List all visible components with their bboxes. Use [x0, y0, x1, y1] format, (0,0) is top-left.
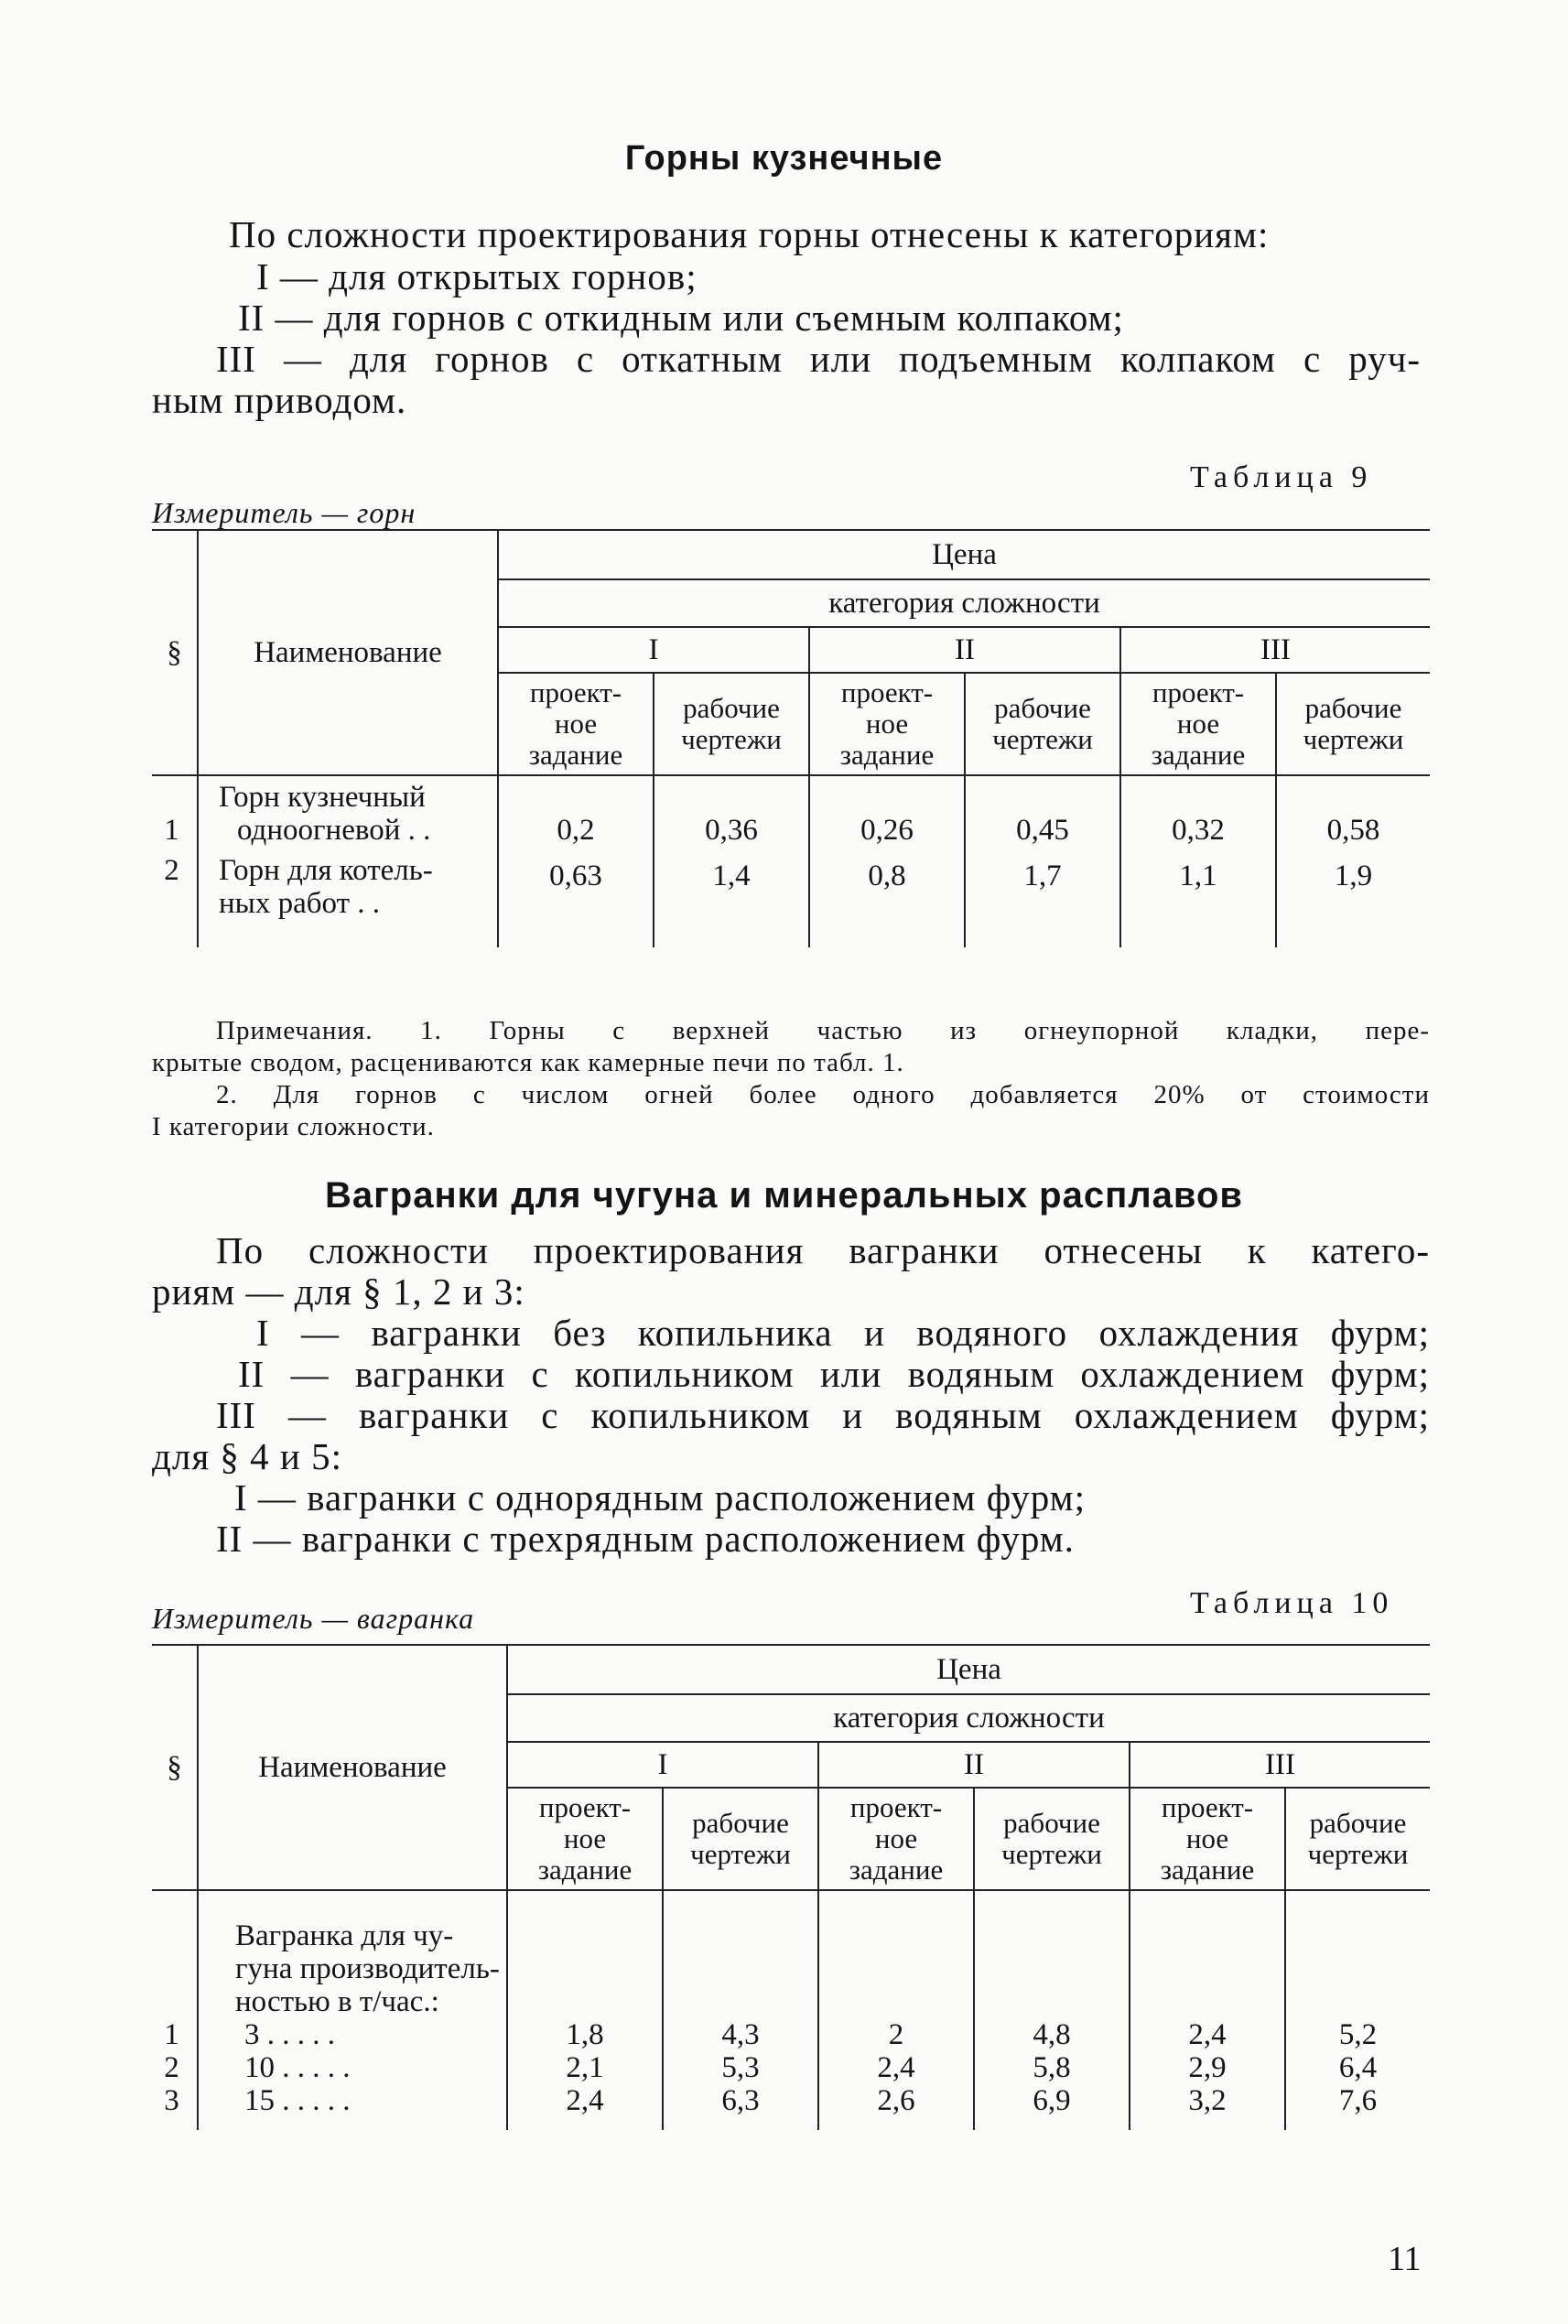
header-work: рабочие чертежи: [965, 673, 1120, 775]
category-1: I — для открытых горнов;: [256, 255, 697, 297]
header-complexity: категория сложности: [507, 1694, 1430, 1742]
header-name: Наименование: [198, 530, 498, 775]
note-line-3: 2. Для горнов с числом огней более одного добавляется 20% от стоимости: [216, 1080, 1430, 1109]
row-name: Горн кузнечный одноогневой . .: [198, 775, 498, 847]
header-proj: проект- ное задание: [498, 673, 654, 775]
cell-value: 0,36: [654, 775, 809, 847]
cell-value: 3,2: [1130, 2084, 1285, 2130]
table9-measure: Измеритель — горн: [152, 496, 416, 529]
cell-value: 5,8: [974, 2051, 1130, 2084]
group-name: Вагранка для чу- гуна производитель- ностью в т/час.:: [198, 1890, 507, 2018]
row-name: Горн для котель- ных работ . .: [198, 847, 498, 947]
category-3-line2: ным приводом.: [152, 379, 407, 421]
cupola-category-2: II — вагранки с копильником или водяным охлаждением фурм;: [238, 1353, 1430, 1395]
paragraph-intro: По сложности проектирования горны отнесены к категориям:: [229, 213, 1270, 255]
header-complexity: категория сложности: [498, 579, 1430, 627]
cell-value: 0,32: [1120, 775, 1276, 847]
row-number-empty: [152, 1890, 198, 2018]
paragraph-intro-2: риям — для § 1, 2 и 3:: [152, 1270, 525, 1313]
header-proj: проект- ное задание: [1120, 673, 1276, 775]
header-work: рабочие чертежи: [654, 673, 809, 775]
cell-value: 0,26: [809, 775, 965, 847]
header-cat-3: III: [1130, 1742, 1430, 1788]
header-paragraph: §: [152, 530, 198, 775]
header-cat-2: II: [809, 627, 1120, 673]
cell-value: 4,3: [663, 2018, 818, 2051]
note-line-4: I категории сложности.: [152, 1112, 435, 1141]
cell-value: 5,3: [663, 2051, 818, 2084]
cupola-category-5: II — вагранки с трехрядным расположением фурм.: [216, 1518, 1075, 1560]
header-price: Цена: [498, 530, 1430, 579]
cell-value: 2,4: [1130, 2018, 1285, 2051]
category-3-line1: III — для горнов с откатным или подъемным колпаком с руч-: [216, 338, 1421, 380]
cell-value: 2,9: [1130, 2051, 1285, 2084]
table10-measure: Измеритель — вагранка: [152, 1602, 475, 1635]
cell-value: 1,4: [654, 847, 809, 947]
header-proj: проект- ное задание: [1130, 1788, 1285, 1890]
table-10: [152, 1644, 1430, 2130]
cell-value: 5,2: [1285, 2018, 1430, 2051]
row-number: 1: [164, 2018, 179, 2051]
paragraph-intro-1: По сложности проектирования вагранки отнесены к катего-: [216, 1229, 1430, 1271]
header-cat-1: I: [498, 627, 809, 673]
cell-value: 0,2: [557, 814, 595, 847]
header-proj: проект- ное задание: [507, 1788, 663, 1890]
header-proj: проект- ное задание: [818, 1788, 974, 1890]
cell-value: 6,4: [1285, 2051, 1430, 2084]
cupola-para-45: для § 4 и 5:: [152, 1435, 343, 1477]
section-title-cupolas: Вагранки для чугуна и минеральных расплавов: [325, 1175, 1243, 1216]
cell-value: 4,8: [974, 2018, 1130, 2051]
header-paragraph: §: [152, 1645, 198, 1890]
cell-value: 1,8: [566, 2018, 604, 2051]
note-line-2: крытые сводом, расцениваются как камерные печи по табл. 1.: [152, 1048, 904, 1077]
row-number: 3: [164, 2084, 179, 2117]
table10-label: Таблица 10: [1190, 1586, 1394, 1620]
header-proj: проект- ное задание: [809, 673, 965, 775]
row-number: 2: [164, 2051, 179, 2084]
header-price: Цена: [507, 1645, 1430, 1694]
cell-value: 2,4: [818, 2051, 974, 2084]
cell-value: 6,9: [974, 2084, 1130, 2130]
row-name: 3 . . . . .: [198, 2018, 507, 2051]
cell-value: 0,45: [965, 775, 1120, 847]
cell-value: 2,1: [566, 2051, 604, 2084]
cell-value: 0,58: [1276, 775, 1430, 847]
row-name: 15 . . . . .: [198, 2084, 507, 2130]
cell-value: 1,7: [965, 847, 1120, 947]
cell-value: 0,8: [809, 847, 965, 947]
table-9: [152, 529, 1430, 947]
category-2: II — для горнов с откидным или съемным колпаком;: [238, 297, 1124, 339]
header-work: рабочие чертежи: [974, 1788, 1130, 1890]
row-number: 2: [164, 854, 179, 887]
cupola-category-3: III — вагранки с копильником и водяным охлаждением фурм;: [216, 1394, 1430, 1436]
cell-value: 2,4: [566, 2084, 604, 2117]
header-cat-1: I: [507, 1742, 818, 1788]
cell-value: 0,63: [549, 859, 602, 892]
section-title-forges: Горны кузнечные: [624, 139, 944, 178]
header-work: рабочие чертежи: [663, 1788, 818, 1890]
header-cat-2: II: [818, 1742, 1130, 1788]
row-name: 10 . . . . .: [198, 2051, 507, 2084]
header-name: Наименование: [198, 1645, 507, 1890]
page-number: 11: [1388, 2240, 1422, 2278]
cell-value: 1,9: [1276, 847, 1430, 947]
table9-label: Таблица 9: [1190, 460, 1373, 494]
cupola-category-1: I — вагранки без копильника и водяного охлаждения фурм;: [256, 1312, 1430, 1354]
cell-value: 2: [818, 2018, 974, 2051]
row-number: 1: [164, 814, 179, 847]
cell-value: 2,6: [818, 2084, 974, 2130]
header-cat-3: III: [1120, 627, 1430, 673]
cell-value: 1,1: [1120, 847, 1276, 947]
cell-value: 7,6: [1285, 2084, 1430, 2130]
cupola-category-4: I — вагранки с однорядным расположением фурм;: [234, 1476, 1086, 1519]
note-line-1: Примечания. 1. Горны с верхней частью из огнеупорной кладки, пере-: [216, 1016, 1430, 1045]
header-work: рабочие чертежи: [1276, 673, 1430, 775]
header-work: рабочие чертежи: [1285, 1788, 1430, 1890]
cell-value: 6,3: [663, 2084, 818, 2130]
